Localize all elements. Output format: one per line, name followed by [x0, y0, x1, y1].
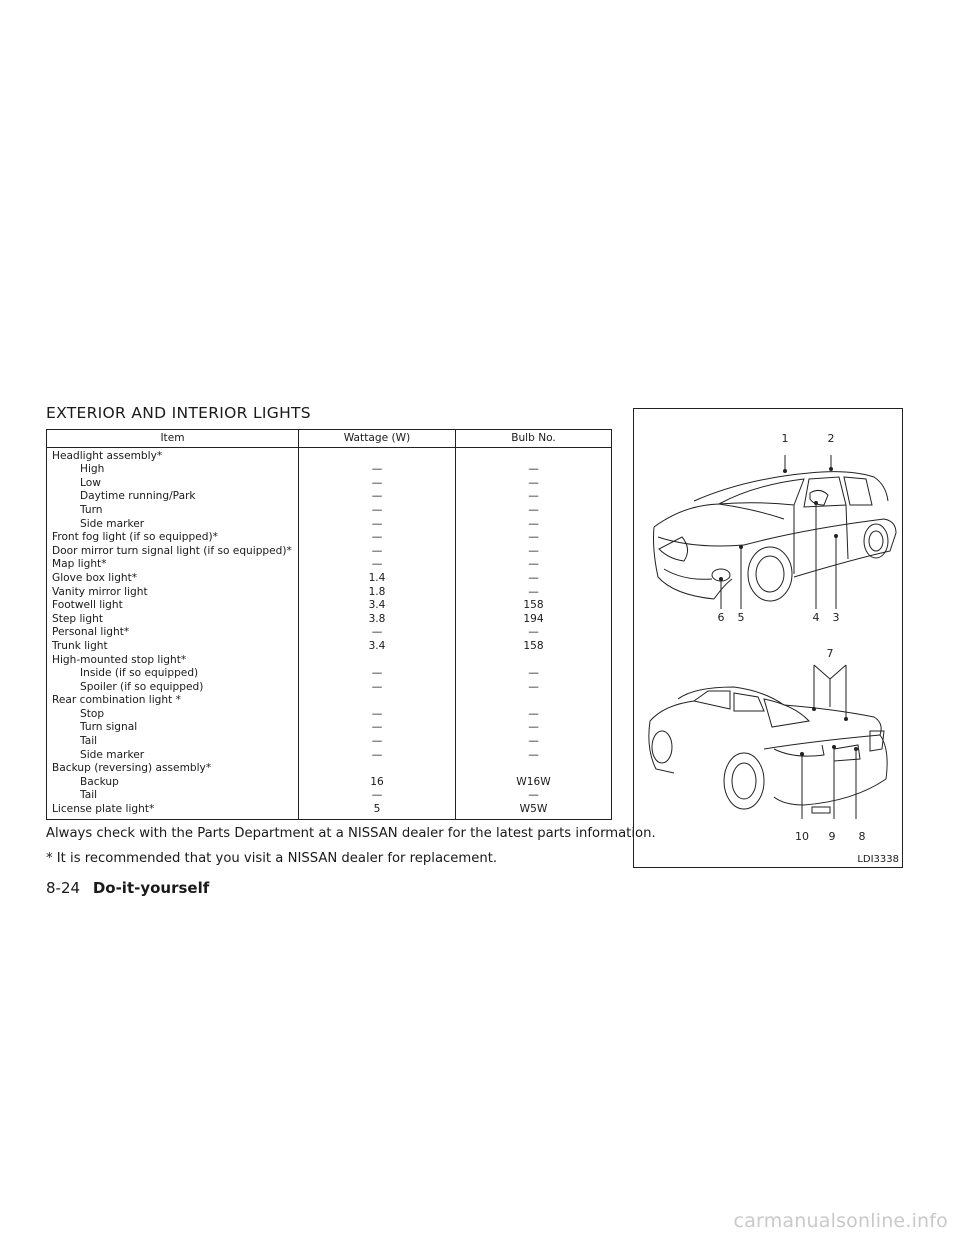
wattage-cell: — [299, 749, 456, 763]
table-row [47, 721, 612, 735]
bulb-cell: — [456, 545, 612, 559]
table-row [47, 694, 612, 708]
wattage-cell: — [299, 667, 456, 681]
table-body [47, 447, 612, 819]
bulb-cell [456, 654, 612, 668]
item-cell: Side marker [80, 517, 145, 530]
wattage-cell: 16 [299, 776, 456, 790]
page-footer [46, 879, 209, 897]
wattage-cell: — [299, 681, 456, 695]
callout-5: 5 [737, 611, 745, 624]
wattage-cell [299, 654, 456, 668]
bulb-cell: 158 [456, 640, 612, 654]
item-cell: Inside (if so equipped) [80, 667, 199, 680]
page-number: 8-24 [46, 879, 81, 897]
header-bulb-no: Bulb No. [456, 430, 612, 448]
bulb-cell: — [456, 572, 612, 586]
item-cell: Front fog light (if so equipped)* [52, 531, 218, 544]
table-row [47, 558, 612, 572]
table-row [47, 518, 612, 532]
callout-4: 4 [812, 611, 820, 624]
wattage-cell: — [299, 490, 456, 504]
callout-2: 2 [827, 432, 835, 445]
item-cell: Stop [80, 707, 105, 720]
item-cell: Turn [80, 503, 103, 516]
wattage-cell [299, 447, 456, 463]
wattage-cell: 3.4 [299, 640, 456, 654]
bulb-cell: W5W [456, 803, 612, 819]
wattage-cell: — [299, 463, 456, 477]
front-car-drawing [654, 472, 897, 601]
table-row [47, 531, 612, 545]
table-row [47, 626, 612, 640]
table-row [47, 654, 612, 668]
wattage-cell: — [299, 789, 456, 803]
bulb-cell: — [456, 708, 612, 722]
wattage-cell: — [299, 558, 456, 572]
item-cell: Headlight assembly* [52, 449, 163, 462]
bulb-cell: — [456, 558, 612, 572]
item-cell: Tail [80, 789, 98, 802]
wattage-cell: — [299, 531, 456, 545]
bulb-cell: — [456, 667, 612, 681]
bulb-cell: — [456, 490, 612, 504]
bulb-cell: — [456, 681, 612, 695]
bulb-cell: — [456, 518, 612, 532]
wattage-cell: 1.4 [299, 572, 456, 586]
item-cell: Glove box light* [52, 571, 138, 584]
callout-1: 1 [781, 432, 789, 445]
wattage-cell: — [299, 518, 456, 532]
item-cell: Tail [80, 735, 98, 748]
wattage-cell: — [299, 735, 456, 749]
bulb-cell: — [456, 789, 612, 803]
wattage-cell: 3.8 [299, 613, 456, 627]
table-row [47, 803, 612, 819]
wattage-cell [299, 762, 456, 776]
bulb-cell: — [456, 531, 612, 545]
wattage-cell: 1.8 [299, 586, 456, 600]
wattage-cell: — [299, 477, 456, 491]
table-row [47, 586, 612, 600]
section-title: EXTERIOR AND INTERIOR LIGHTS [46, 404, 311, 422]
table-row [47, 447, 612, 463]
figure-code: LDI3338 [857, 854, 899, 865]
wattage-cell: — [299, 721, 456, 735]
parts-department-note: Always check with the Parts Department at a NISSAN dealer for the latest parts information. [46, 826, 656, 841]
header-item: Item [47, 430, 299, 448]
wattage-cell [299, 694, 456, 708]
table-row [47, 762, 612, 776]
bulb-cell: — [456, 749, 612, 763]
table-row [47, 776, 612, 790]
wattage-cell: — [299, 708, 456, 722]
item-cell: Footwell light [52, 599, 123, 612]
table-header-row [47, 430, 612, 448]
bulb-cell: — [456, 626, 612, 640]
table-row [47, 735, 612, 749]
table-row [47, 490, 612, 504]
bulb-cell: — [456, 477, 612, 491]
rear-car-drawing [649, 687, 887, 813]
callout-9: 9 [828, 830, 836, 843]
table-row [47, 681, 612, 695]
item-cell: Daytime running/Park [80, 490, 196, 503]
item-cell: High [80, 463, 105, 476]
bulb-cell: W16W [456, 776, 612, 790]
item-cell: Rear combination light * [52, 694, 181, 707]
bulb-cell: — [456, 504, 612, 518]
callout-10: 10 [795, 830, 809, 843]
table-row [47, 504, 612, 518]
table-row [47, 640, 612, 654]
item-cell: Vanity mirror light [52, 585, 148, 598]
table-row [47, 749, 612, 763]
item-cell: Personal light* [52, 626, 130, 639]
item-cell: Step light [52, 612, 103, 625]
table-row [47, 477, 612, 491]
bulb-cell [456, 447, 612, 463]
item-cell: Trunk light [52, 639, 108, 652]
wattage-cell: 3.4 [299, 599, 456, 613]
item-cell: License plate light* [52, 803, 155, 816]
table-row [47, 789, 612, 803]
table-row [47, 599, 612, 613]
bulb-cell: — [456, 721, 612, 735]
table-row [47, 545, 612, 559]
callout-8: 8 [858, 830, 866, 843]
car-illustration [634, 409, 902, 867]
wattage-cell: — [299, 504, 456, 518]
bulb-cell: — [456, 735, 612, 749]
item-cell: Side marker [80, 748, 145, 761]
item-cell: Turn signal [80, 721, 138, 734]
wattage-cell: 5 [299, 803, 456, 819]
bulb-cell: 194 [456, 613, 612, 627]
item-cell: High-mounted stop light* [52, 653, 187, 666]
callout-7: 7 [826, 647, 834, 660]
callout-6: 6 [717, 611, 725, 624]
wattage-cell: — [299, 626, 456, 640]
item-cell: Low [80, 476, 101, 489]
bulb-cell [456, 762, 612, 776]
table-row [47, 572, 612, 586]
bulb-cell [456, 694, 612, 708]
watermark: carmanualsonline.info [733, 1210, 948, 1232]
chapter-title: Do-it-yourself [92, 879, 210, 897]
wattage-cell: — [299, 545, 456, 559]
header-wattage: Wattage (W) [299, 430, 456, 448]
bulb-cell: — [456, 586, 612, 600]
item-cell: Spoiler (if so equipped) [80, 680, 204, 693]
table-row [47, 708, 612, 722]
callout-3: 3 [832, 611, 840, 624]
bulb-cell: 158 [456, 599, 612, 613]
item-cell: Backup [80, 775, 119, 788]
lights-location-figure [633, 408, 903, 868]
item-cell: Map light* [52, 558, 107, 571]
table-row [47, 613, 612, 627]
table-row [47, 667, 612, 681]
table-row [47, 463, 612, 477]
bulb-cell: — [456, 463, 612, 477]
item-cell: Door mirror turn signal light (if so equipped)* [52, 544, 292, 557]
item-cell: Backup (reversing) assembly* [52, 762, 212, 775]
replacement-note: * It is recommended that you visit a NISSAN dealer for replacement. [46, 851, 498, 866]
lights-table [46, 429, 612, 820]
